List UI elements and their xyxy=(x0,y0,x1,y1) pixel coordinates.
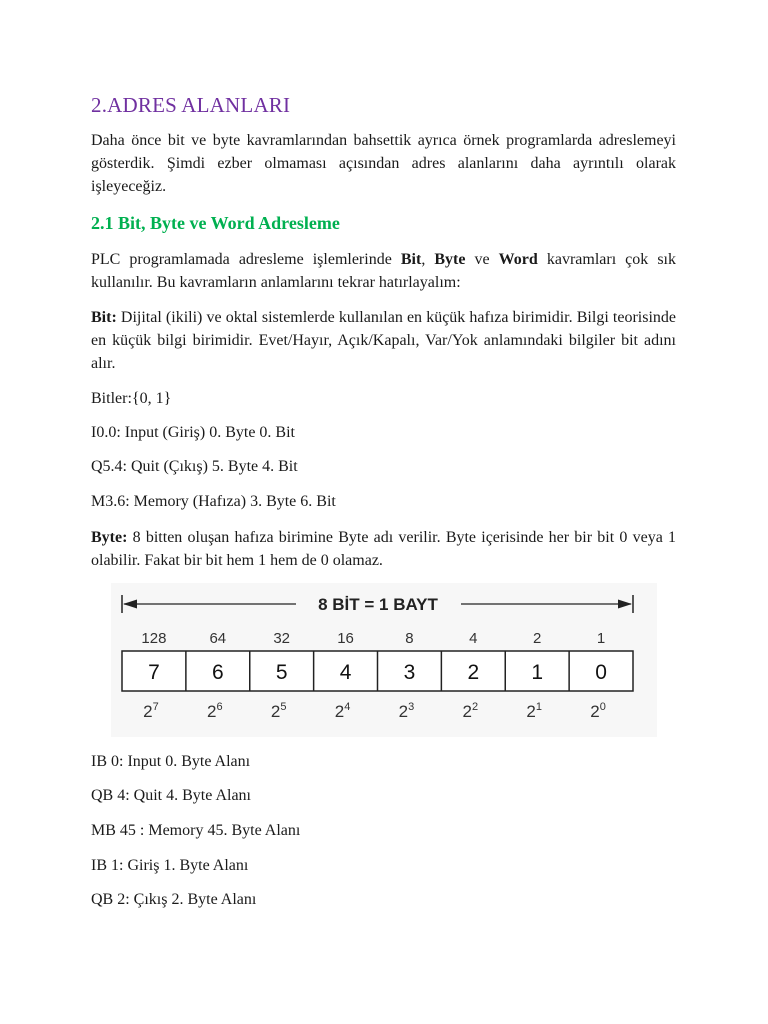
bit-weight-label: 2 xyxy=(533,630,542,647)
bit-definition xyxy=(91,306,676,375)
byte-address-line: QB 4: Quit 4. Byte Alanı xyxy=(91,787,251,804)
byte-term: Byte: xyxy=(91,529,128,546)
plc-text-1: PLC programlamada adresleme işlemlerinde xyxy=(91,251,401,268)
exponent: 4 xyxy=(344,701,351,713)
bit-index-cell: 6 xyxy=(211,661,224,684)
bit-address-line: Q5.4: Quit (Çıkış) 5. Byte 4. Bit xyxy=(91,458,298,475)
plc-paragraph xyxy=(91,248,676,294)
term-word: Word xyxy=(498,251,538,268)
plc-text-3: ve xyxy=(465,251,499,268)
bit-index-cell: 5 xyxy=(275,661,288,684)
power-of-two-label: $2^3$ xyxy=(398,701,415,721)
plc-text-2: , xyxy=(421,251,435,268)
byte-address-line: IB 1: Giriş 1. Byte Alanı xyxy=(91,857,249,874)
byte-address-line: MB 45 : Memory 45. Byte Alanı xyxy=(91,822,301,839)
exponent: 1 xyxy=(535,701,542,713)
bit-weight-label: 1 xyxy=(596,630,606,647)
bit-index-cell: 1 xyxy=(531,661,544,684)
power-of-two-label: $2^1$ xyxy=(526,701,542,721)
power-of-two-label: $2^5$ xyxy=(270,701,287,721)
bit-index-cell: 7 xyxy=(148,661,160,684)
byte-definition-text: 8 bitten oluşan hafıza birimine Byte adı verilir. Byte içerisinde her bir bit 0 veya 1 olabilir. Fakat bir bit hem 1 hem de 0 olamaz. xyxy=(91,529,676,569)
bit-weight-label: 128 xyxy=(141,630,167,647)
bit-index-cell: 2 xyxy=(467,661,480,684)
exponent: 0 xyxy=(599,701,606,713)
arrow-head-left-icon xyxy=(123,600,137,609)
byte-address-line: IB 0: Input 0. Byte Alanı xyxy=(91,753,251,770)
section-heading: 2.1 Bit, Byte ve Word Adresleme xyxy=(91,213,340,233)
weights-row xyxy=(141,630,605,647)
diagram-title: 8 BİT = 1 BAYT xyxy=(318,595,438,614)
bit-definition-text: Dijital (ikili) ve oktal sistemlerde kullanılan en küçük hafıza birimidir. Bilgi teorisinde en küçük bilgi birimidir. Evet/Hayır, Açık/Kapalı, Var/Yok anlamındaki bilgiler bit adını alır. xyxy=(91,309,676,372)
bit-address-line: I0.0: Input (Giriş) 0. Byte 0. Bit xyxy=(91,424,295,441)
bit-weight-label: 8 xyxy=(405,630,414,647)
powers-row xyxy=(143,701,606,721)
arrow-head-right-icon xyxy=(618,600,632,609)
page-title: 2.ADRES ALANLARI xyxy=(91,93,291,117)
bit-weight-label: 32 xyxy=(273,630,291,647)
bit-index-cell: 3 xyxy=(403,661,416,684)
power-of-two-label: $2^2$ xyxy=(462,701,479,721)
power-of-two-label: $2^7$ xyxy=(143,701,159,721)
bit-index-cell: 4 xyxy=(339,661,352,684)
bit-weight-label: 64 xyxy=(209,630,227,647)
bit-address-line: M3.6: Memory (Hafıza) 3. Byte 6. Bit xyxy=(91,493,336,510)
power-of-two-label: $2^4$ xyxy=(334,701,351,721)
byte-diagram xyxy=(111,583,657,737)
bit-index-cell: 0 xyxy=(595,661,607,684)
bit-term: Bit: xyxy=(91,309,117,326)
bit-values-line: Bitler:{0, 1} xyxy=(91,390,172,407)
bit-weight-label: 16 xyxy=(337,630,354,647)
byte-definition xyxy=(91,526,676,572)
byte-address-line: QB 2: Çıkış 2. Byte Alanı xyxy=(91,891,257,908)
power-of-two-label: $2^6$ xyxy=(207,701,223,721)
term-byte: Byte xyxy=(434,251,466,268)
intro-paragraph: Daha önce bit ve byte kavramlarından bahsettik ayrıca örnek programlarda adreslemeyi gösterdik. Şimdi ezber olmaması açısından adres alanlarını daha ayrıntılı olarak işleyeceğiz. xyxy=(91,132,676,195)
plc-text-4: kavramları çok sık kullanılır. Bu kavramların anlamlarını tekrar hatırlayalım: xyxy=(91,251,676,291)
exponent: 5 xyxy=(280,701,287,713)
exponent: 7 xyxy=(152,701,159,713)
exponent: 6 xyxy=(216,701,223,713)
term-bit: Bit xyxy=(400,251,422,268)
exponent: 2 xyxy=(471,701,479,713)
power-of-two-label: $2^0$ xyxy=(590,701,606,721)
exponent: 3 xyxy=(408,701,415,713)
bit-weight-label: 4 xyxy=(469,630,478,647)
